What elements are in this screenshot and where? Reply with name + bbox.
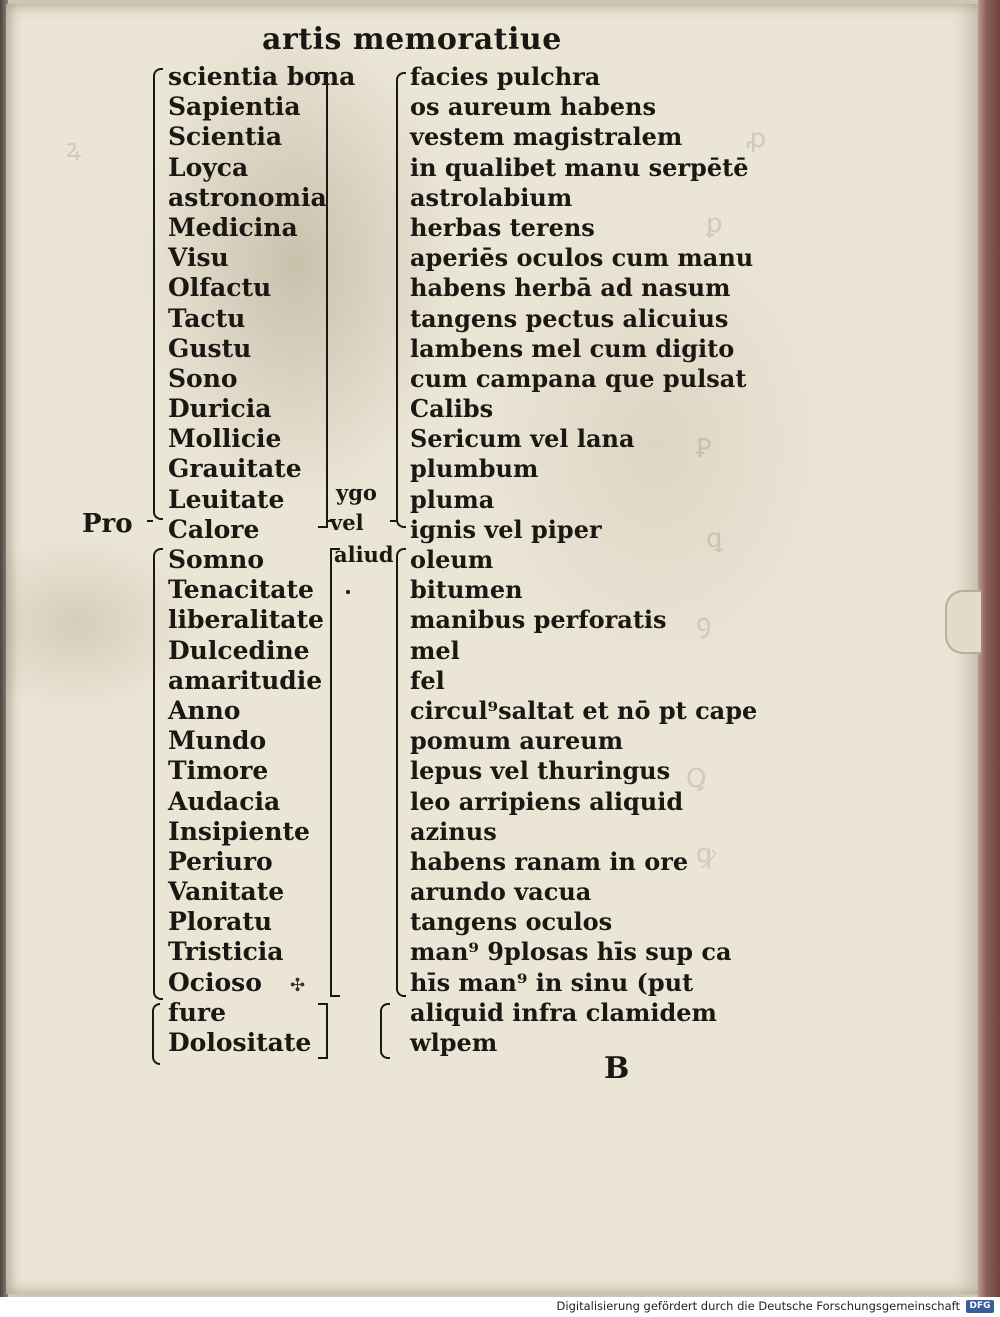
bracket: [152, 1003, 160, 1065]
image-line: herbas terens: [410, 212, 595, 242]
footer-credit: Digitalisierung gefördert durch die Deutsche Forschungsgemeinschaft: [556, 1299, 960, 1313]
image-line: tangens oculos: [410, 907, 613, 937]
term-line: Tristicia: [168, 937, 284, 967]
image-line: bitumen: [410, 575, 523, 605]
image-line: arundo vacua: [410, 877, 592, 907]
term-line: Leuitate: [168, 484, 285, 514]
dot-mark: [346, 590, 350, 594]
bracket-tick: [390, 520, 396, 522]
pro-label: Pro: [82, 509, 133, 539]
image-line: manibus perforatis: [410, 605, 667, 635]
image-line: circul⁹saltat et nō pt cape: [410, 695, 758, 725]
term-line: Ocioso: [168, 967, 262, 997]
term-line: Audacia: [168, 786, 281, 816]
image-line: cum campana que pulsat: [410, 363, 747, 393]
image-line: os aureum habens: [410, 92, 656, 122]
bracket-tick: [147, 520, 153, 522]
image-line: in qualibet manu serpētē: [410, 152, 749, 182]
term-line: Somno: [168, 545, 265, 574]
image-line: oleum: [410, 545, 494, 574]
term-line: Dulcedine: [168, 635, 310, 665]
term-line: fure: [168, 997, 227, 1027]
bracket: [380, 1003, 390, 1059]
show-through-text: Ꝗ: [686, 764, 707, 794]
show-through-text: ꝙ: [696, 839, 716, 869]
term-line: Dolositate: [168, 1028, 312, 1057]
term-line: amaritudie: [168, 665, 323, 695]
middle-word: vel: [330, 510, 364, 535]
term-line: Loyca: [168, 152, 249, 182]
bracket: [153, 68, 163, 520]
term-line: Tenacitate: [168, 575, 314, 605]
term-line: Periuro: [168, 846, 273, 876]
image-line: habens herbā ad nasum: [410, 273, 731, 303]
ink-mark-icon: ✣: [290, 975, 306, 996]
image-line: facies pulchra: [410, 62, 601, 91]
image-line: pluma: [410, 484, 495, 514]
term-line: liberalitate: [168, 605, 324, 635]
term-line: Mollicie: [168, 424, 282, 454]
middle-word: aliud: [334, 542, 394, 567]
image-line: tangens pectus alicuius: [410, 303, 729, 333]
image-line: lambens mel cum digito: [410, 333, 735, 363]
image-line: fel: [410, 665, 445, 695]
term-line: Insipiente: [168, 816, 310, 846]
show-through-text: ꝑ: [706, 209, 723, 239]
show-through-text: ꝝ: [66, 134, 82, 164]
image-line: lepus vel thuringus: [410, 756, 671, 786]
image-line: azinus: [410, 816, 497, 846]
term-line: scientia bona: [168, 62, 356, 91]
image-line: ignis vel piper: [410, 514, 602, 544]
term-line: Timore: [168, 756, 269, 786]
image-line: plumbum: [410, 454, 539, 484]
images-column: [410, 62, 757, 1058]
term-line: Calore: [168, 514, 260, 544]
term-line: Tactu: [168, 303, 246, 333]
bracket: [396, 548, 406, 997]
image-line: Sericum vel lana: [410, 424, 635, 454]
image-line: hīs man⁹ in sinu (put: [410, 967, 694, 997]
term-line: Olfactu: [168, 273, 272, 303]
binding-board: [978, 0, 1000, 1297]
image-line: astrolabium: [410, 182, 573, 212]
image-line: aliquid infra clamidem: [410, 997, 717, 1027]
image-line: wlpem: [410, 1028, 498, 1057]
show-through-text: ꝓ: [746, 124, 767, 154]
term-line: Visu: [168, 243, 229, 273]
terms-column: [168, 62, 355, 1058]
term-line: Sapientia: [168, 92, 301, 122]
bracket: [153, 548, 163, 1000]
signature-mark: B: [604, 1051, 630, 1086]
term-line: Medicina: [168, 212, 298, 242]
term-line: Scientia: [168, 122, 283, 152]
image-line: vestem magistralem: [410, 122, 683, 152]
term-line: Gustu: [168, 333, 252, 363]
term-line: Vanitate: [168, 877, 285, 907]
show-through-text: Ꝑ: [696, 434, 712, 464]
running-head: artis memoratiue: [262, 22, 562, 57]
term-line: Duricia: [168, 394, 272, 424]
show-through-text: ꝯ: [696, 609, 712, 639]
term-line: Sono: [168, 363, 238, 393]
term-line: Mundo: [168, 726, 267, 756]
term-line: Grauitate: [168, 454, 302, 484]
image-line: habens ranam in ore: [410, 846, 689, 876]
image-line: man⁹ 9plosas hīs sup ca: [410, 937, 732, 967]
term-line: Ploratu: [168, 907, 273, 937]
clasp: [945, 590, 981, 654]
footer-bar: [0, 1297, 1000, 1317]
show-through-text: ꝗ: [706, 524, 723, 554]
image-line: aperiēs oculos cum manu: [410, 243, 754, 273]
term-line: astronomia: [168, 182, 327, 212]
image-line: pomum aureum: [410, 726, 624, 756]
image-line: mel: [410, 635, 460, 665]
middle-word: ygo: [336, 480, 377, 505]
image-line: leo arripiens aliquid: [410, 786, 684, 816]
dfg-logo: DFG: [966, 1300, 994, 1313]
term-line: Anno: [168, 695, 241, 725]
bracket: [396, 72, 406, 528]
image-line: Calibs: [410, 394, 494, 424]
